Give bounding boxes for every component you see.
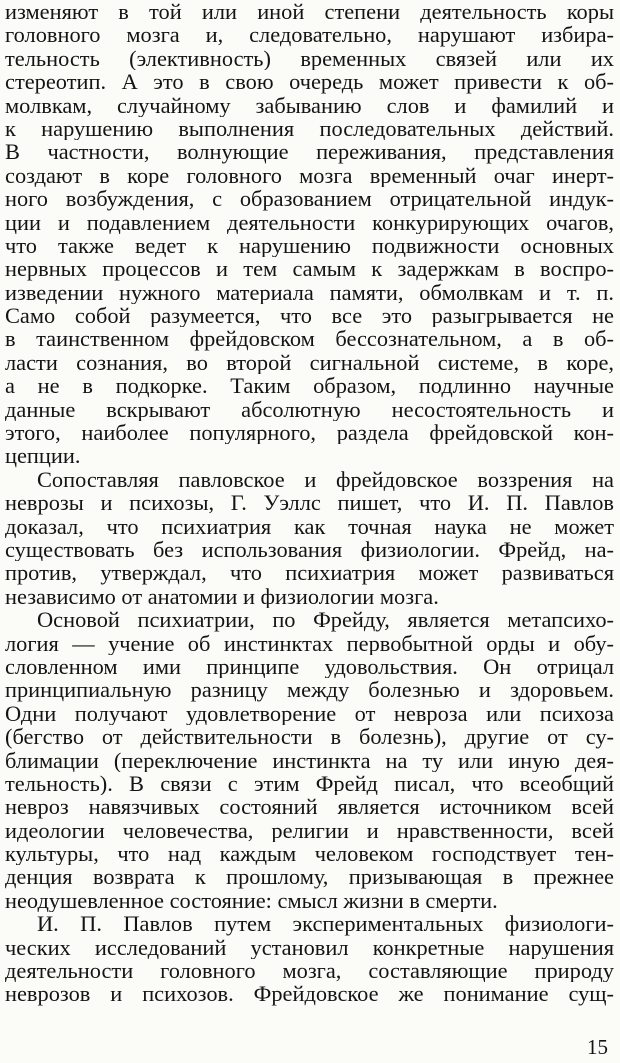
text-line: данные вскрывают абсолютную несостоятельность и xyxy=(5,397,614,422)
text-line: неодушевленное состояние: смысл жизни в смерти. xyxy=(5,888,498,913)
text-line: логия — учение об инстинктах первобытной орды и обу- xyxy=(5,631,614,655)
text-line: блимации (переключение инстинкта на ту или иную дея- xyxy=(5,748,614,772)
text-line: Одни получают удовлетворение от невроза или психоза xyxy=(5,701,614,726)
text-line: идеологии человечества, религии и нравственности, всей xyxy=(5,818,614,843)
text-line: словленном ими принципе удовольствия. Он отрицал xyxy=(5,654,614,679)
text-line: доказал, что психиатрия как точная наука не может xyxy=(5,514,614,538)
text-line: независимо от анатомии и физиологии мозга. xyxy=(5,584,439,609)
text-line: деятельности головного мозга, составляющие природу xyxy=(5,959,614,983)
text-line: культуры, что над каждым человеком господствует тен- xyxy=(5,842,614,866)
text-line: изменяют в той или иной степени деятельность коры xyxy=(5,0,614,24)
page-number: 15 xyxy=(587,1035,608,1059)
text-line: этого, наиболее популярного, раздела фрейдовской кон- xyxy=(5,421,614,445)
text-line: неврозов и психозов. Фрейдовское же понимание сущ- xyxy=(5,982,614,1006)
text-line: ласти сознания, во второй сигнальной системе, в коре, xyxy=(5,350,614,375)
text-line: цепции. xyxy=(5,444,81,468)
paragraph-first-line: Сопоставляя павловское и фрейдовское воззрения на xyxy=(37,467,614,492)
text-line: В частности, волнующие переживания, представления xyxy=(5,140,614,164)
body-text xyxy=(5,0,614,1006)
text-line: неврозы и психозы, Г. Уэллс пишет, что И. П. Павлов xyxy=(5,491,614,515)
text-line: ческих исследований установил конкретные нарушения xyxy=(5,935,614,960)
text-line: Само собой разумеется, что все это разыгрывается не xyxy=(5,304,614,328)
text-line: что также ведет к нарушению подвижности основных xyxy=(5,233,614,258)
text-line: тельность). В связи с этим Фрейд писал, что всеобщий xyxy=(5,771,614,796)
text-line: (бегство от действительности в болезнь), другие от су- xyxy=(5,725,614,749)
text-line: ции и подавлением деятельности конкурирующих очагов, xyxy=(5,210,614,234)
text-line: тельность (элективность) временных связей или их xyxy=(5,46,614,71)
text-line: против, утверждал, что психиатрия может развиваться xyxy=(5,561,614,585)
text-line: нервных процессов и тем самым к задержкам в воспро- xyxy=(5,257,614,281)
text-line: стереотип. А это в свою очередь может привести к об- xyxy=(5,70,614,94)
text-line: создают в коре головного мозга временный очаг инерт- xyxy=(5,163,614,188)
text-line: принципиальную разницу между болезнью и здоровьем. xyxy=(5,678,614,702)
text-line: к нарушению выполнения последовательных действий. xyxy=(5,116,614,141)
text-line: невроз навязчивых состояний является источником всей xyxy=(5,795,614,819)
text-line: головного мозга и, следовательно, нарушают избира- xyxy=(5,23,614,47)
text-line: существовать без использования физиологии. Фрейд, на- xyxy=(5,537,614,562)
paragraph-first-line: Основой психиатрии, по Фрейду, является метапсихо- xyxy=(37,608,614,632)
text-line: молвкам, случайному забыванию слов и фамилий и xyxy=(5,93,614,117)
text-line: в таинственном фрейдовском бессознательном, а в об- xyxy=(5,327,614,351)
text-line: а не в подкорке. Таким образом, подлинно научные xyxy=(5,374,614,398)
text-line: ного возбуждения, с образованием отрицательной индук- xyxy=(5,187,614,211)
paragraph-first-line: И. П. Павлов путем экспериментальных физиологи- xyxy=(37,912,614,936)
text-line: денция возврата к прошлому, призывающая в прежнее xyxy=(5,865,614,889)
text-line: изведении нужного материала памяти, обмолвкам и т. п. xyxy=(5,280,614,305)
